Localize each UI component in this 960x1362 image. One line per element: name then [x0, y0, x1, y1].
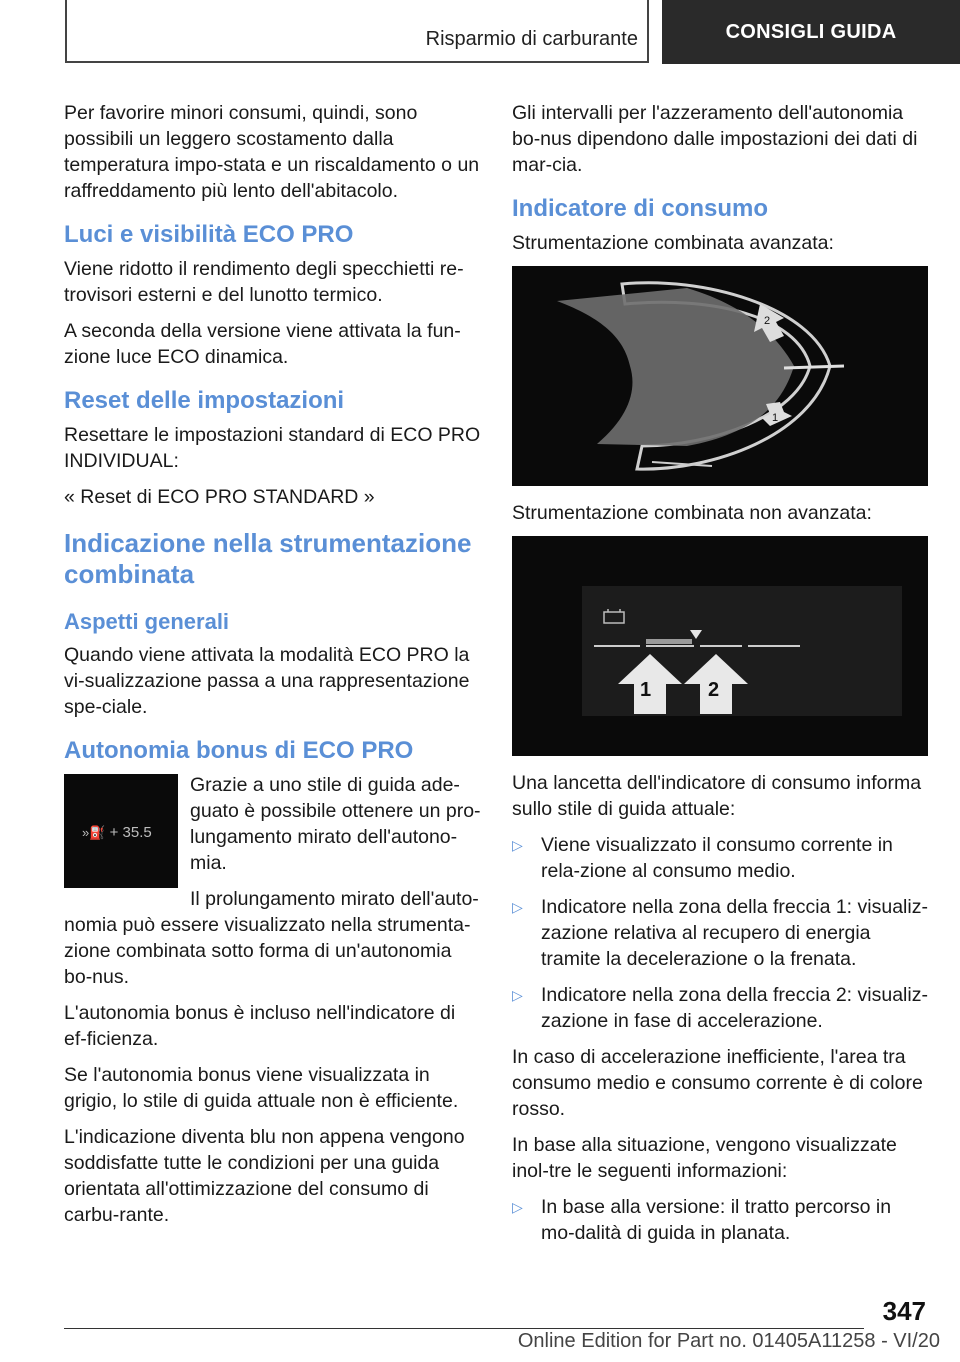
paragraph-autonomia-5: L'indicazione diventa blu non appena vengono soddisfatte tutte le condizioni per una guida orientata all'ottimizzazione del consumo di carbu-rante. [64, 1126, 465, 1226]
intro-paragraph: Per favorire minori consumi, quindi, sono possibili un leggero scostamento dalla temperatura impo-stata e un riscaldamento o un raffreddamento più lento dell'abitacolo. [64, 102, 480, 202]
paragraph-aspetti: Quando viene attivata la modalità ECO PRO la vi-sualizzazione passa a una rappresentazione spe-ciale. [64, 644, 470, 718]
fuel-pump-icon: »⛽ [82, 825, 106, 840]
triangle-bullet-icon: ▷ [512, 1199, 523, 1215]
figure-advanced-gauge [512, 266, 928, 486]
triangle-bullet-icon: ▷ [512, 837, 523, 853]
heading-reset: Reset delle impostazioni [64, 387, 345, 414]
arrow-1-label: 1 [640, 679, 652, 701]
paragraph-autonomia-3: L'autonomia bonus è incluso nell'indicatore di ef-ficienza. [64, 1002, 456, 1050]
paragraph-reset-2: « Reset di ECO PRO STANDARD » [64, 486, 375, 508]
heading-indicatore: Indicatore di consumo [512, 195, 769, 222]
triangle-bullet-icon: ▷ [512, 987, 523, 1003]
heading-aspetti: Aspetti generali [64, 609, 230, 634]
heading-indicazione: Indicazione nella strumentazione combinata [64, 528, 472, 589]
paragraph-autonomia-4: Se l'autonomia bonus viene visualizzata in grigio, lo stile di guida attuale non è efficiente. [64, 1064, 459, 1112]
paragraph-non-avanzata: Strumentazione combinata non avanzata: [512, 502, 872, 524]
standard-gauge-illustration [512, 536, 928, 756]
list-item: ▷ In base alla versione: il tratto percorso in mo-dalità di guida in planata. [512, 1196, 892, 1244]
bonus-range-value: + 35.5 [109, 824, 152, 841]
triangle-bullet-icon: ▷ [512, 899, 523, 915]
footer-edition: Online Edition for Part no. 01405A11258 - VI/20 [517, 1330, 940, 1352]
figure-standard-gauge [512, 536, 928, 756]
section-title: Risparmio di carburante [425, 28, 638, 50]
footer-divider [64, 1328, 864, 1329]
paragraph-autonomia-1: Grazie a uno stile di guida ade-guato è possibile ottenere un pro-lungamento mirato dell'autono-mia. [190, 774, 481, 874]
paragraph-luci-1: Viene ridotto il rendimento degli specchietti re-trovisori esterni e del lunotto termico. [64, 258, 464, 306]
arrow-2-label: 2 [708, 679, 720, 701]
list-item: ▷ Viene visualizzato il consumo corrente in rela-zione al consumo medio. [512, 834, 893, 882]
paragraph-avanzata: Strumentazione combinata avanzata: [512, 232, 834, 254]
paragraph-inefficiente: In caso di accelerazione inefficiente, l'area tra consumo medio e consumo corrente è di colore rosso. [512, 1046, 923, 1120]
page-number: 347 [882, 1296, 926, 1326]
heading-luci: Luci e visibilità ECO PRO [64, 221, 354, 248]
bullet-list-2 [512, 1194, 928, 1246]
right-column [512, 100, 928, 1256]
paragraph-intervalli: Gli intervalli per l'azzeramento dell'autonomia bo-nus dipendono dalle impostazioni dei dati di mar-cia. [512, 102, 918, 176]
arrow-1-label: 1 [772, 412, 779, 424]
bonus-range-display [64, 774, 178, 888]
paragraph-autonomia-2: Il prolungamento mirato dell'auto-nomia può essere visualizzato nella strumenta-zione combinata sotto forma di un'autonomia bo-nus. [64, 888, 479, 988]
left-column [64, 100, 482, 1238]
list-item: ▷ Indicatore nella zona della freccia 2: visualiz-zazione in fase di accelerazione. [512, 984, 928, 1032]
bullet-list-1 [512, 832, 928, 1034]
list-item: ▷ Indicatore nella zona della freccia 1: visualiz-zazione relativa al recupero di energia tramite la decelerazione o la frenata. [512, 896, 928, 970]
heading-autonomia: Autonomia bonus di ECO PRO [64, 737, 414, 764]
chapter-title: CONSIGLI GUIDA [662, 0, 960, 64]
paragraph-luci-2: A seconda della versione viene attivata la fun-zione luce ECO dinamica. [64, 320, 461, 368]
paragraph-situazione: In base alla situazione, vengono visualizzate inol-tre le seguenti informazioni: [512, 1134, 897, 1182]
advanced-gauge-illustration [512, 266, 928, 486]
arrow-2-label: 2 [764, 315, 771, 327]
paragraph-reset-1: Resettare le impostazioni standard di ECO PRO INDIVIDUAL: [64, 424, 481, 472]
paragraph-lancetta: Una lancetta dell'indicatore di consumo informa sullo stile di guida attuale: [512, 772, 922, 820]
